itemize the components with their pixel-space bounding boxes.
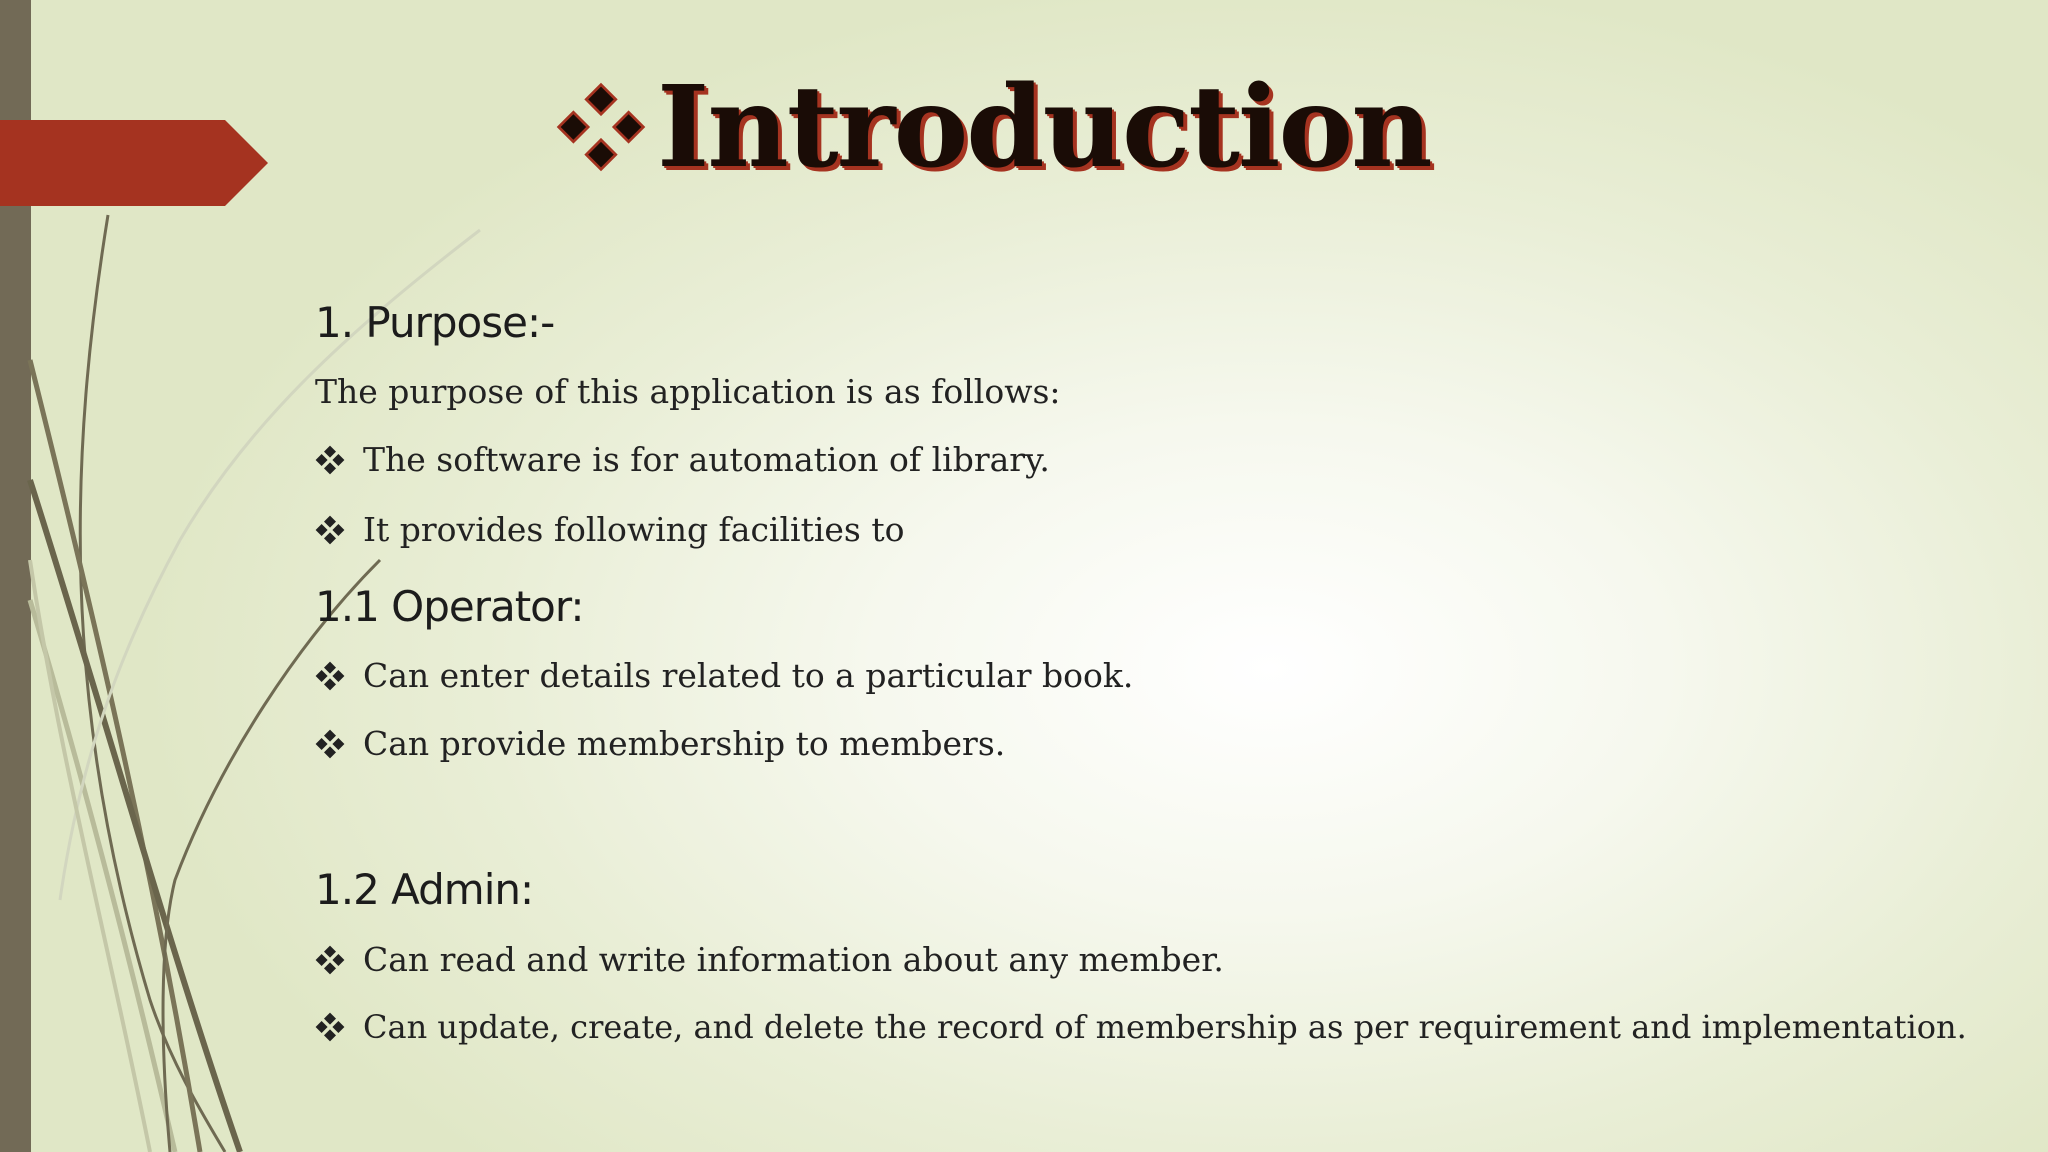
diamond-bullet-icon bbox=[315, 515, 345, 545]
diamond-bullet-icon bbox=[315, 945, 345, 975]
purpose-intro: The purpose of this application is as follows: bbox=[315, 372, 1061, 411]
slide-title bbox=[555, 62, 1455, 192]
four-diamond-bullet-icon bbox=[555, 81, 647, 173]
diamond-bullet-icon bbox=[315, 729, 345, 759]
admin-bullet-1-text: Can read and write information about any member. bbox=[363, 940, 1224, 979]
operator-heading: 1.1 Operator: bbox=[315, 582, 584, 631]
admin-heading: 1.2 Admin: bbox=[315, 865, 534, 914]
purpose-bullet-2 bbox=[315, 510, 905, 549]
operator-bullet-1-text: Can enter details related to a particular book. bbox=[363, 656, 1134, 695]
admin-bullet-2-text: Can update, create, and delete the record of membership as per requirement and implementation. bbox=[363, 1008, 1967, 1046]
diamond-bullet-icon bbox=[315, 1012, 345, 1042]
operator-bullet-1 bbox=[315, 656, 1133, 695]
admin-bullet-2 bbox=[315, 1008, 1967, 1046]
purpose-heading: 1. Purpose:- bbox=[315, 298, 555, 347]
purpose-bullet-1 bbox=[315, 440, 1050, 479]
operator-bullet-2-text: Can provide membership to members. bbox=[363, 724, 1006, 763]
diamond-bullet-icon bbox=[315, 445, 345, 475]
admin-bullet-1 bbox=[315, 940, 1224, 979]
purpose-bullet-1-text: The software is for automation of library. bbox=[363, 440, 1050, 479]
operator-bullet-2 bbox=[315, 724, 1005, 763]
diamond-bullet-icon bbox=[315, 661, 345, 691]
title-accent-arrow-tab bbox=[0, 120, 270, 206]
purpose-bullet-2-text: It provides following facilities to bbox=[363, 510, 905, 549]
slide-title-text: Introduction bbox=[657, 61, 1431, 193]
